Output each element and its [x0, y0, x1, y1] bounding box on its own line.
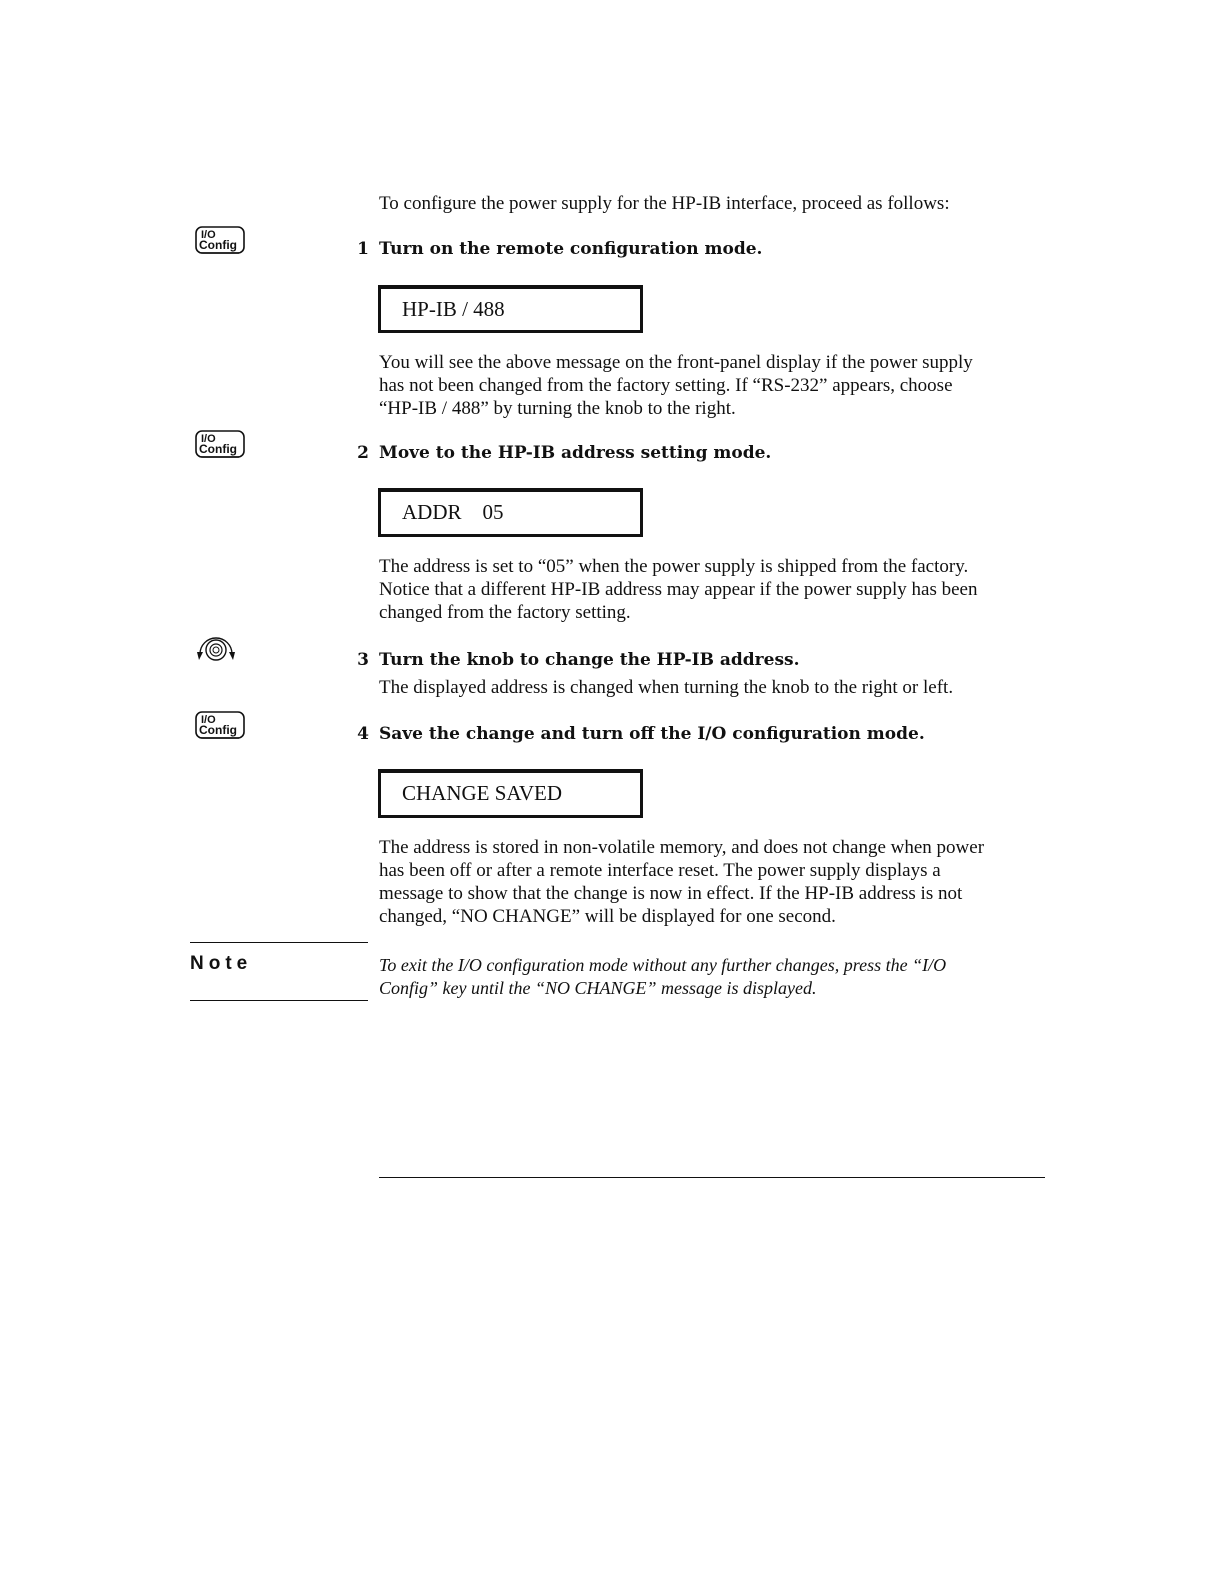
intro-text: To configure the power supply for the HP-IB interface, proceed as follows:	[379, 193, 950, 214]
text-line: The address is stored in non-volatile memory, and does not change when power	[379, 837, 985, 858]
text-line: The address is set to “05” when the power supply is shipped from the factory.	[379, 556, 969, 577]
key-label-io: I/O	[201, 433, 216, 445]
step-description	[379, 676, 953, 699]
step-description	[379, 351, 973, 420]
text-line: has been off or after a remote interface reset. The power supply displays a	[379, 860, 941, 881]
key-label-config: Config	[199, 442, 237, 456]
step-heading: Turn on the remote configuration mode.	[379, 239, 763, 259]
note-line: Config” key until the “NO CHANGE” message is displayed.	[379, 978, 817, 998]
text-line: You will see the above message on the front-panel display if the power supply	[379, 352, 973, 373]
text-line: Notice that a different HP-IB address may appear if the power supply has been	[379, 579, 978, 600]
text-line: has not been changed from the factory setting. If “RS-232” appears, choose	[379, 375, 953, 396]
step-heading: Turn the knob to change the HP-IB address.	[379, 650, 800, 670]
note-top-rule	[190, 942, 368, 943]
key-label-config: Config	[199, 723, 237, 737]
text-line: changed from the factory setting.	[379, 602, 631, 623]
text-line: The displayed address is changed when turning the knob to the right or left.	[379, 677, 954, 698]
text-line: changed, “NO CHANGE” will be displayed for one second.	[379, 906, 836, 927]
page-footer-rule	[379, 1177, 1045, 1178]
step-number: 1	[357, 239, 369, 259]
step-number: 3	[357, 650, 369, 670]
io-config-key-icon	[195, 430, 245, 463]
front-panel-display: HP-IB / 488	[378, 285, 643, 333]
step-heading: Move to the HP-IB address setting mode.	[379, 443, 772, 463]
key-label-io: I/O	[201, 229, 216, 241]
step-heading: Save the change and turn off the I/O configuration mode.	[379, 724, 925, 744]
note-text	[379, 954, 946, 1000]
text-line: message to show that the change is now in effect. If the HP-IB address is not	[379, 883, 963, 904]
io-config-key-icon	[195, 711, 245, 744]
text-line: “HP-IB / 488” by turning the knob to the right.	[379, 398, 736, 419]
note-line: To exit the I/O configuration mode without any further changes, press the “I/O	[379, 955, 947, 975]
key-label-io: I/O	[201, 714, 216, 726]
front-panel-display: ADDR 05	[378, 488, 643, 537]
step-description	[379, 836, 984, 928]
rotary-knob-icon	[194, 632, 238, 671]
step-number: 4	[357, 724, 369, 744]
front-panel-display: CHANGE SAVED	[378, 769, 643, 818]
step-description	[379, 555, 977, 624]
step-number: 2	[357, 443, 369, 463]
note-label: Note	[190, 953, 253, 974]
key-label-config: Config	[199, 238, 237, 252]
io-config-key-icon	[195, 226, 245, 259]
note-bottom-rule	[190, 1000, 368, 1001]
